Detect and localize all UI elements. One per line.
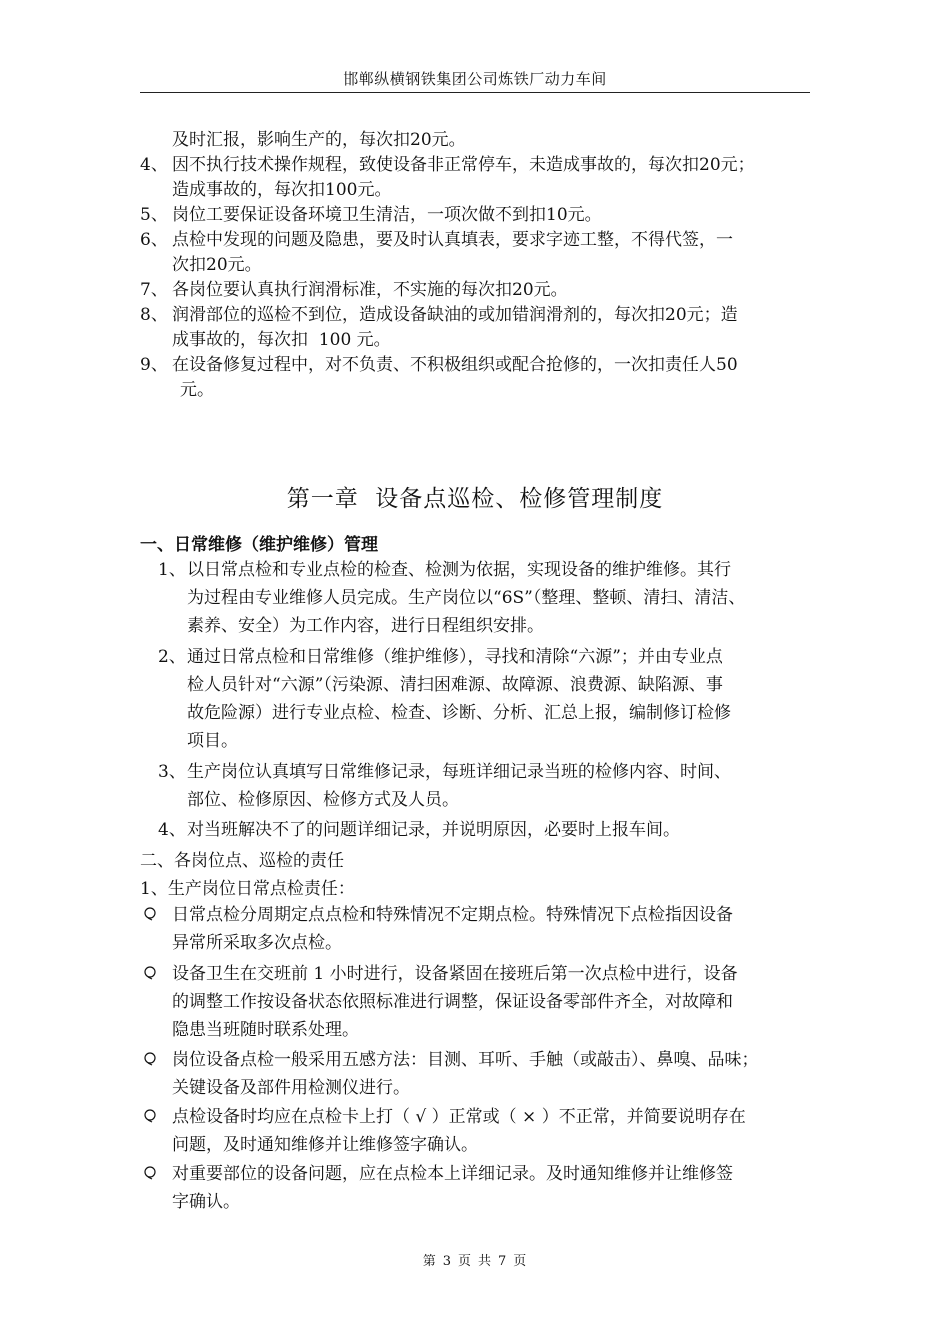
rule-number: 6、	[140, 230, 168, 250]
rule-text-line: 因不执行技术操作规程，致使设备非正常停车，未造成事故的，每次扣20元；	[172, 155, 755, 175]
rule-text-line: 各岗位要认真执行润滑标准，不实施的每次扣20元。	[172, 280, 568, 300]
rule-text-line: 岗位工要保证设备环境卫生清洁，一项次做不到扣10元。	[172, 205, 602, 225]
footer-ye: 页	[513, 1254, 528, 1269]
item-text-line: 部位、检修原因、检修方式及人员。	[187, 790, 459, 810]
hand-bullet-icon	[143, 907, 157, 921]
section-heading-post-responsibility: 二、各岗位点、巡检的责任	[140, 851, 344, 871]
footer-page-number: 3	[442, 1254, 452, 1269]
subsection-heading-daily-inspection: 1、生产岗位日常点检责任：	[140, 879, 355, 899]
rule-text-line: 在设备修复过程中，对不负责、不积极组织或配合抢修的，一次扣责任人50	[172, 355, 738, 375]
item-text-line: 以日常点检和专业点检的检查、检测为依据，实现设备的维护维修。其行	[187, 560, 731, 580]
bullet-text-line: 对重要部位的设备问题，应在点检本上详细记录。及时通知维修并让维修签	[172, 1164, 733, 1184]
footer-di: 第	[422, 1254, 437, 1269]
item-text-line: 生产岗位认真填写日常维修记录，每班详细记录当班的检修内容、时间、	[187, 762, 731, 782]
hand-bullet-icon	[143, 1109, 157, 1123]
rule-number: 7、	[140, 280, 168, 300]
bullet-text-line: 岗位设备点检一般采用五感方法：目测、耳听、手触（或敲击）、鼻嗅、品味；	[172, 1050, 759, 1070]
footer-gong: 共	[478, 1254, 493, 1269]
section-heading-daily-maintenance: 一、日常维修（维护维修）管理	[140, 535, 378, 555]
bullet-text-line: 关键设备及部件用检测仪进行。	[172, 1078, 410, 1098]
item-number: 1、	[158, 560, 186, 580]
rule-number: 9、	[140, 355, 168, 375]
rule-text-line: 元。	[180, 380, 214, 400]
item-text-line: 素养、安全）为工作内容，进行日程组织安排。	[187, 616, 544, 636]
rule-text-line: 成事故的，每次扣 100 元。	[172, 330, 391, 350]
rule-text-line: 次扣20元。	[172, 255, 262, 275]
bullet-text-line: 的调整工作按设备状态依照标准进行调整，保证设备零部件齐全，对故障和	[172, 992, 733, 1012]
item-text-line: 对当班解决不了的问题详细记录，并说明原因，必要时上报车间。	[187, 820, 680, 840]
bullet-text-line: 问题，及时通知维修并让维修签字确认。	[172, 1135, 478, 1155]
bullet-text-line: 隐患当班随时联系处理。	[172, 1020, 359, 1040]
footer-ye: 页	[457, 1254, 472, 1269]
item-text-line: 项目。	[187, 731, 238, 751]
hand-bullet-icon	[143, 1166, 157, 1180]
bullet-text-line: 日常点检分周期定点点检和特殊情况不定期点检。特殊情况下点检指因设备	[172, 905, 733, 925]
page-header-title: 邯郸纵横钢铁集团公司炼铁厂动力车间	[343, 70, 607, 88]
item-text-line: 为过程由专业维修人员完成。生产岗位以“6S”（整理、整顿、清扫、清洁、	[187, 588, 746, 608]
rule-text-line: 点检中发现的问题及隐患，要及时认真填表，要求字迹工整，不得代签，一	[172, 230, 733, 250]
rule-text-line: 造成事故的，每次扣100元。	[172, 180, 392, 200]
item-number: 4、	[158, 820, 186, 840]
rule-number: 5、	[140, 205, 168, 225]
hand-bullet-icon	[143, 1052, 157, 1066]
item-number: 3、	[158, 762, 186, 782]
rule-continuation: 及时汇报，影响生产的，每次扣20元。	[172, 130, 466, 150]
bullet-text-line: 点检设备时均应在点检卡上打（ √ ）正常或（ × ）不正常，并简要说明存在	[172, 1107, 746, 1127]
item-text-line: 故危险源）进行专业点检、检查、诊断、分析、汇总上报，编制修订检修	[187, 703, 731, 723]
footer-total-pages: 7	[498, 1254, 508, 1269]
bullet-text-line: 异常所采取多次点检。	[172, 933, 342, 953]
header-divider	[140, 92, 810, 93]
bullet-text-line: 字确认。	[172, 1192, 240, 1212]
item-number: 2、	[158, 647, 186, 667]
hand-bullet-icon	[143, 966, 157, 980]
rule-text-line: 润滑部位的巡检不到位，造成设备缺油的或加错润滑剂的，每次扣20元；造	[172, 305, 738, 325]
item-text-line: 通过日常点检和日常维修（维护维修），寻找和清除“六源”；并由专业点	[187, 647, 723, 667]
bullet-text-line: 设备卫生在交班前 1 小时进行，设备紧固在接班后第一次点检中进行，设备	[172, 964, 738, 984]
chapter-title: 第一章 设备点巡检、检修管理制度	[286, 486, 664, 512]
rule-number: 4、	[140, 155, 168, 175]
rule-number: 8、	[140, 305, 168, 325]
page-footer	[140, 1250, 810, 1269]
item-text-line: 检人员针对“六源”（污染源、清扫困难源、故障源、浪费源、缺陷源、事	[187, 675, 723, 695]
